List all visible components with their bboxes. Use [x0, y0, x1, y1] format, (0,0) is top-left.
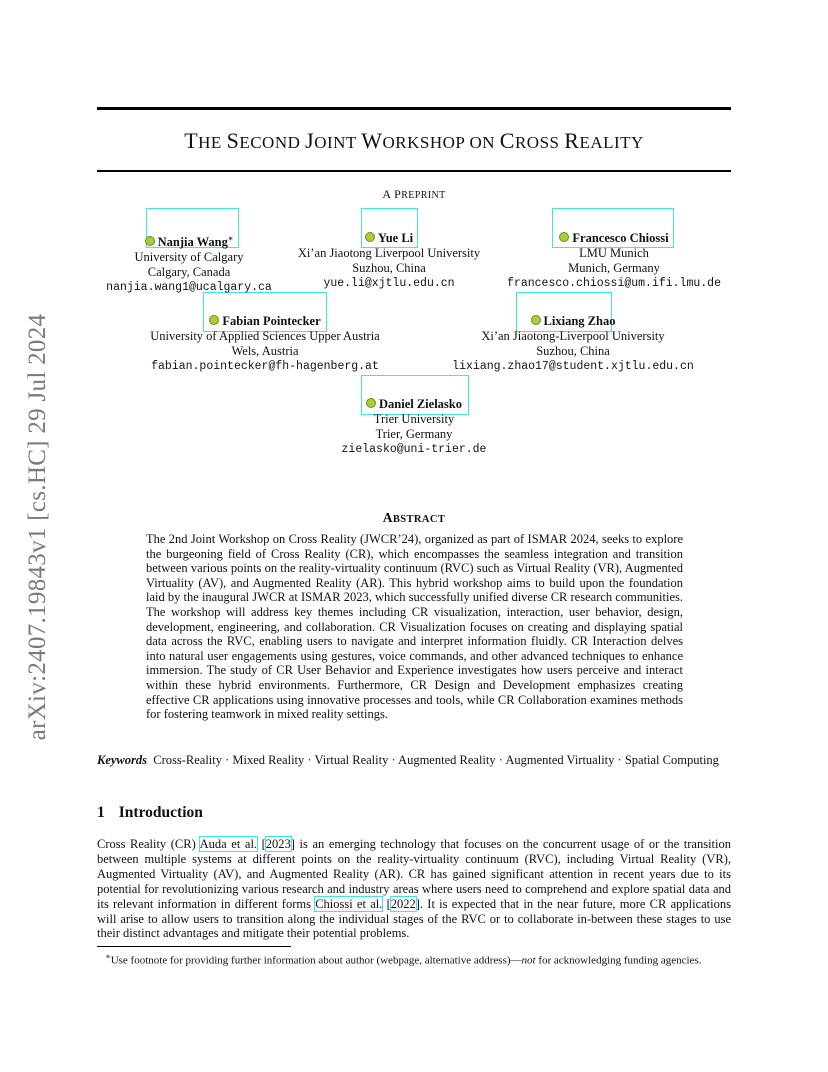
abstract-text: The 2nd Joint Workshop on Cross Reality (JWCR’24), organized as part of ISMAR 2024, seeks to explore the burgeoning field of Cross Reality (CR), which encompasses the seamless integration and transition between various points on the reality-virtuality continuum (RVC) such as Virtual Reality (VR), Augmented Virtuality (AV), and Augmented Reality (AR). This hybrid workshop aims to build upon the foundation laid by the inaugural JWCR at ISMAR 2023, which successfully unified diverse CR research communities. The workshop will address key themes including CR visualization, interaction, user behavior, design, development, engineering, and collaboration. CR Visualization focuses on creating and displaying spatial data across the RVC, enabling users to navigate and interpret information fluidly. CR Interaction delves into natural user engagements using gestures, voice commands, and other advanced techniques to enhance immersion. The study of CR User Behavior and Experience investigates how users perceive and interact within these hybrid environments. Furthermore, CR Design and Development emphasizes creating effective CR applications using innovative processes and tools, while CR Collaboration examines methods for fostering teamwork in mixed reality settings.: [146, 532, 683, 722]
author-affiliation: Trier University: [373, 412, 455, 426]
author-email[interactable]: fabian.pointecker@fh-hagenberg.at: [151, 360, 379, 373]
author-block: [120, 314, 410, 374]
orcid-icon[interactable]: [209, 315, 219, 325]
section-heading: [97, 804, 203, 822]
author-name[interactable]: Daniel Zielasko: [366, 397, 462, 412]
section-number: 1: [97, 804, 105, 821]
footnote: ∗Use footnote for providing further information about author (webpage, alternative address)—not for acknowledging funding agencies.: [105, 952, 702, 967]
preprint-label: A PREPRINT: [382, 187, 446, 201]
author-email[interactable]: zielasko@uni-trier.de: [341, 443, 487, 456]
citation-year-link[interactable]: 2023: [265, 837, 291, 851]
arxiv-id-text: arXiv:2407.19843v1 [cs.HC] 29 Jul 2024: [24, 313, 51, 741]
keywords-label: Keywords: [97, 753, 147, 767]
author-email[interactable]: lixiang.zhao17@student.xjtlu.edu.cn: [452, 360, 694, 373]
author-email[interactable]: yue.li@xjtlu.edu.cn: [323, 277, 455, 290]
author-location: Suzhou, China: [536, 344, 610, 358]
abstract-heading: ABSTRACT: [382, 510, 446, 525]
keywords-text: Cross-Reality · Mixed Reality · Virtual Reality · Augmented Reality · Augmented Virtuality · Spatial Computing: [153, 753, 719, 767]
author-location: Calgary, Canada: [147, 265, 231, 280]
author-name[interactable]: Yue Li: [365, 231, 413, 246]
author-affiliation: University of Calgary: [134, 250, 244, 265]
orcid-icon[interactable]: [366, 398, 376, 408]
citation-link[interactable]: Chiossi et al.: [315, 896, 383, 911]
citation-link[interactable]: Auda et al.: [199, 837, 258, 851]
orcid-icon[interactable]: [145, 236, 155, 246]
author-name[interactable]: Nanjia Wang∗: [145, 231, 234, 250]
author-location: Munich, Germany: [568, 261, 660, 275]
author-location: Wels, Austria: [231, 344, 299, 358]
keywords: [97, 753, 731, 768]
section-title: Introduction: [118, 804, 203, 821]
author-block: [314, 397, 514, 457]
author-name[interactable]: Francesco Chiossi: [559, 231, 668, 246]
arxiv-identifier: [18, 292, 58, 762]
orcid-icon[interactable]: [365, 232, 375, 242]
orcid-icon[interactable]: [559, 232, 569, 242]
author-block: [97, 231, 281, 295]
author-name[interactable]: Fabian Pointecker: [209, 314, 320, 329]
intro-paragraph: Cross Reality (CR) Auda et al. [2023] is an emerging technology that focuses on the concurrent usage of or the transition between multiple systems at different points on the reality-virtuality continuum (RVC), including Virtual Reality (VR), Augmented Virtuality (AV), and Augmented Reality (AR). CR has gained significant attention in recent years due to its potential for revolutionizing various research and industry areas where users need to comprehend and explore spatial data and its relevant information in different forms Chiossi et al. [2022]. It is expected that in the near future, more CR applications will arise to allow users to transition along the individual stages of the RVC or to collaborate in-between these stages to use their distinct advantages and mitigate their potential problems.: [97, 837, 731, 941]
author-affiliation: Xi’an Jiaotong Liverpool University: [297, 246, 481, 260]
author-block: [428, 314, 718, 374]
title-top-rule: [97, 107, 731, 110]
author-location: Suzhou, China: [352, 261, 426, 275]
author-email[interactable]: nanjia.wang1@ucalgary.ca: [106, 281, 272, 295]
author-email[interactable]: francesco.chiossi@um.ifi.lmu.de: [507, 277, 721, 290]
footnote-rule: [97, 946, 291, 947]
author-affiliation: LMU Munich: [579, 246, 649, 260]
author-location: Trier, Germany: [375, 427, 453, 441]
orcid-icon[interactable]: [531, 315, 541, 325]
author-affiliation: University of Applied Sciences Upper Austria: [150, 329, 380, 343]
citation-year-link[interactable]: 2022: [390, 896, 416, 911]
author-name[interactable]: Lixiang Zhao: [531, 314, 616, 329]
author-block: [497, 231, 731, 291]
title-bottom-rule: [97, 170, 731, 172]
author-affiliation: Xi’an Jiaotong-Liverpool University: [481, 329, 665, 343]
author-block: [282, 231, 496, 291]
paper-title: THE SECOND JOINT WORKSHOP ON CROSS REALITY: [184, 128, 644, 153]
